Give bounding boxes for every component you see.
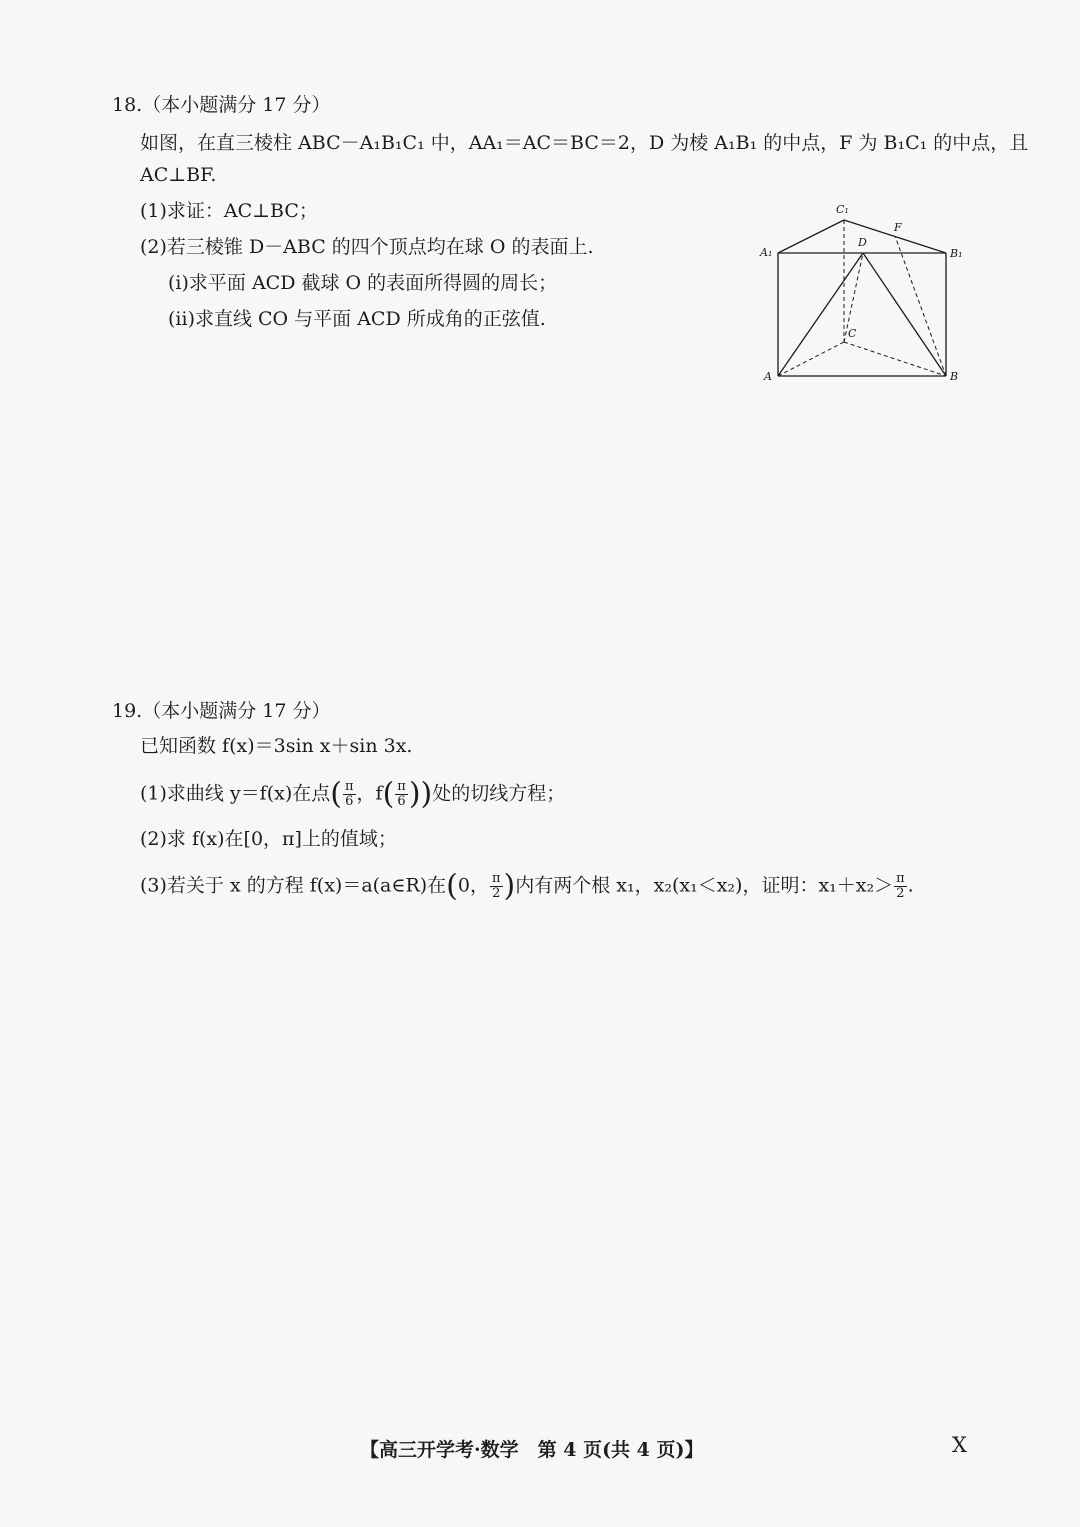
label-c1: C₁	[836, 203, 849, 216]
page-footer: 【高三开学考·数学 第 4 页(共 4 页)】	[360, 1439, 704, 1461]
frac-num: π	[344, 779, 354, 794]
fraction-pi-over-2	[894, 872, 907, 901]
corner-mark: X	[952, 1433, 967, 1457]
label-d: D	[858, 236, 867, 249]
q18-part2-i: (ⅰ)求平面 ACD 截球 O 的表面所得圆的周长；	[168, 272, 558, 294]
q19-part3-zero: 0，	[457, 874, 489, 897]
label-a: A	[764, 370, 772, 383]
edge-b-d	[863, 253, 946, 376]
q19-part3-text-b: 内有两个根 x₁，x₂(x₁＜x₂)，证明：x₁＋x₂＞	[515, 874, 894, 897]
q19-part2: (2)求 f(x)在[0，π]上的值域；	[140, 828, 397, 850]
q19-part3	[140, 868, 914, 904]
frac-num: π	[896, 871, 905, 886]
paren-close-icon: ))	[408, 776, 433, 812]
frac-num: π	[397, 779, 406, 794]
edge-c-b	[844, 342, 946, 376]
q18-part2-ii: (ⅱ)求直线 CO 与平面 ACD 所成角的正弦值.	[168, 308, 546, 330]
edge-a-c	[778, 342, 844, 376]
q18-part2: (2)若三棱锥 D－ABC 的四个顶点均在球 O 的表面上.	[140, 236, 594, 258]
q19-part1-text-b: 处的切线方程；	[432, 782, 566, 805]
q19-part1-f: ，f	[356, 782, 383, 805]
q19-part3-period: .	[907, 874, 914, 897]
paren-close-icon: )	[503, 868, 516, 904]
q19-part1-text-a: (1)求曲线 y＝f(x)在点	[140, 782, 331, 805]
prism-figure	[752, 196, 972, 388]
edge-a1-c1	[778, 220, 844, 253]
q18-stem-line1: 如图，在直三棱柱 ABC－A₁B₁C₁ 中，AA₁＝AC＝BC＝2，D 为棱 A₁B₁ 的中点，F 为 B₁C₁ 的中点，且	[140, 132, 1029, 154]
frac-den: 2	[896, 886, 905, 901]
q18-part1: (1)求证：AC⊥BC；	[140, 200, 318, 222]
fraction-pi-over-2	[490, 872, 503, 901]
q19-stem: 已知函数 f(x)＝3sin x＋sin 3x.	[140, 735, 413, 757]
edge-b-f	[895, 236, 946, 376]
q19-part1	[140, 776, 566, 812]
q19-part3-text-a: (3)若关于 x 的方程 f(x)＝a(a∈R)在	[140, 874, 447, 897]
label-a1: A₁	[760, 246, 773, 259]
q18-stem-line2: AC⊥BF.	[140, 164, 217, 186]
label-b: B	[950, 370, 959, 383]
paren-open-icon: (	[330, 776, 342, 812]
frac-num: π	[491, 871, 501, 886]
frac-den: 6	[397, 794, 406, 809]
frac-den: 6	[345, 794, 354, 809]
label-c: C	[848, 327, 857, 340]
paren-open-icon: (	[446, 868, 458, 904]
fraction-pi-over-6	[343, 780, 356, 809]
fraction-pi-over-6	[395, 780, 408, 809]
q18-header: 18.（本小题满分 17 分）	[112, 94, 331, 116]
frac-den: 2	[492, 886, 501, 901]
label-b1: B₁	[950, 247, 963, 260]
q19-header: 19.（本小题满分 17 分）	[112, 700, 331, 722]
label-f: F	[894, 221, 902, 234]
paren-open-icon: (	[382, 776, 395, 812]
